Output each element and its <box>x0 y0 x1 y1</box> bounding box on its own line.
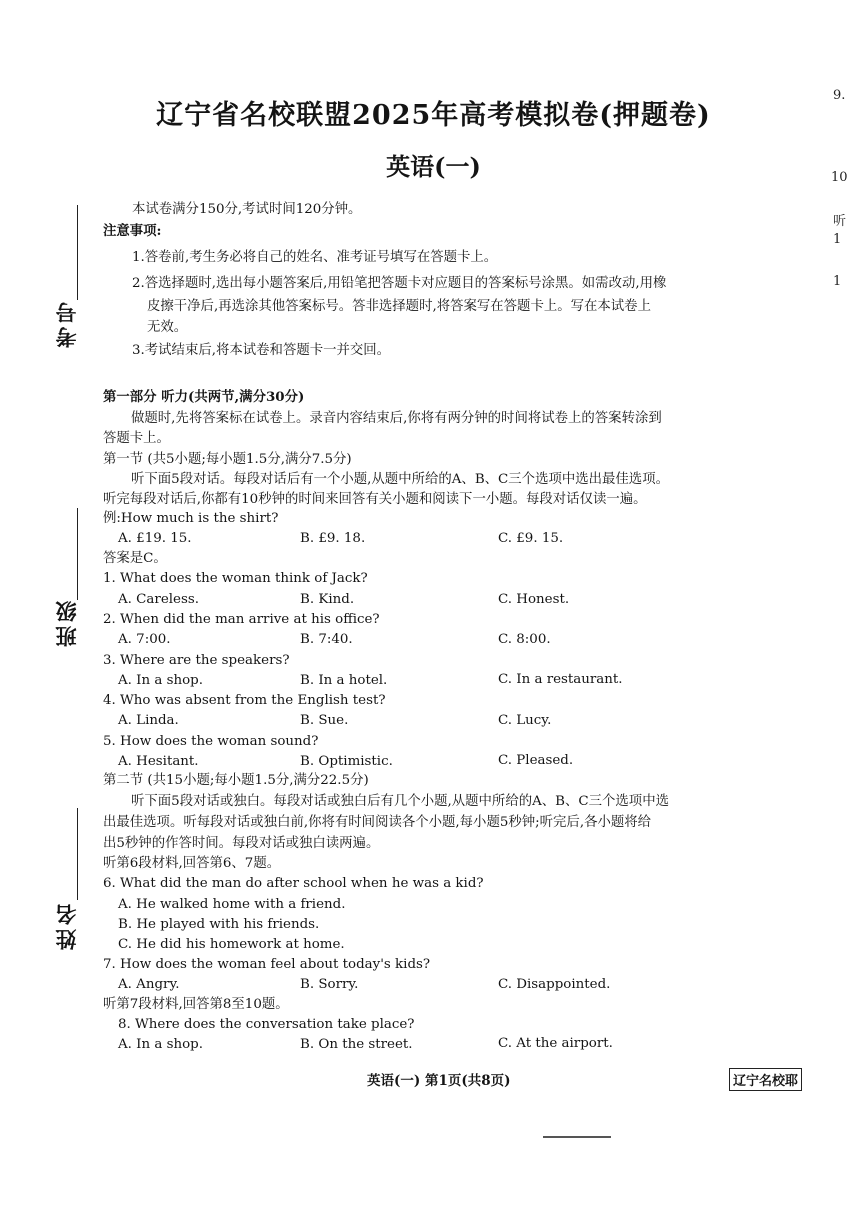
note-1: 1.答卷前,考生务必将自己的姓名、准考证号填写在答题卡上。 <box>132 250 498 265</box>
part1-instruction: 做题时,先将答案标在试卷上。录音内容结束后,你将有两分钟的时间将试卷上的答案转涂到 <box>131 411 662 426</box>
note-2-end: 无效。 <box>147 320 188 335</box>
section2-instruction-end: 出5秒钟的作答时间。每段对话或独白读两遍。 <box>103 836 380 851</box>
edge-mark: 10 <box>831 170 848 185</box>
name-label: 姓名 <box>54 900 79 950</box>
section2-instruction: 听下面5段对话或独白。每段对话或独白后有几个小题,从题中所给的A、B、C三个选项中选 <box>131 794 669 809</box>
page-footer: 英语(一) 第1页(共8页) <box>367 1073 511 1089</box>
option-c: C. 8:00. <box>498 632 551 647</box>
exam-no-label: 考号 <box>54 298 79 348</box>
option-b: B. Sue. <box>300 713 349 728</box>
example-question: 例:How much is the shirt? <box>103 511 279 526</box>
option-a: A. In a shop. <box>118 1037 203 1052</box>
class-line <box>77 508 78 600</box>
question-7: 7. How does the woman feel about today's kids? <box>103 957 431 972</box>
part1-heading: 第一部分 听力(共两节,满分30分) <box>103 389 305 405</box>
edge-mark: 1 <box>833 232 842 247</box>
option-a: A. He walked home with a friend. <box>118 897 346 912</box>
question-3: 3. Where are the speakers? <box>103 653 290 668</box>
option-b: B. Sorry. <box>300 977 359 992</box>
material-6-label: 听第6段材料,回答第6、7题。 <box>103 856 281 871</box>
edge-mark: 9. <box>833 88 846 103</box>
name-line <box>77 808 78 900</box>
section2-instruction-cont: 出最佳选项。听每段对话或独白前,你将有时间阅读各个小题,每小题5秒钟;听完后,各小题将给 <box>103 815 652 830</box>
paper-title: 辽宁省名校联盟2025年高考模拟卷(押题卷) <box>156 100 711 131</box>
option-a: A. 7:00. <box>118 632 171 647</box>
section1-instruction: 听下面5段对话。每段对话后有一个小题,从题中所给的A、B、C三个选项中选出最佳选项。 <box>131 472 669 487</box>
question-4: 4. Who was absent from the English test? <box>103 693 386 708</box>
option-c: C. At the airport. <box>498 1036 613 1051</box>
option-c: C. In a restaurant. <box>498 672 623 687</box>
note-3: 3.考试结束后,将本试卷和答题卡一并交回。 <box>132 343 391 358</box>
note-2-cont: 皮擦干净后,再选涂其他答案标号。答非选择题时,将答案写在答题卡上。写在本试卷上 <box>147 299 651 314</box>
example-option-c: C. £9. 15. <box>498 531 564 546</box>
material-7-label: 听第7段材料,回答第8至10题。 <box>103 997 289 1012</box>
example-option-b: B. £9. 18. <box>300 531 366 546</box>
scan-artifact-line <box>543 1136 611 1138</box>
question-5: 5. How does the woman sound? <box>103 734 319 749</box>
note-2: 2.答选择题时,选出每小题答案后,用铅笔把答题卡对应题目的答案标号涂黑。如需改动,用橡 <box>132 276 667 291</box>
option-b: B. 7:40. <box>300 632 353 647</box>
option-b: B. On the street. <box>300 1037 413 1052</box>
question-8: 8. Where does the conversation take place? <box>118 1017 415 1032</box>
option-b: B. Optimistic. <box>300 754 393 769</box>
exam-no-line <box>77 205 78 300</box>
option-c: C. He did his homework at home. <box>118 937 345 952</box>
option-a: A. Hesitant. <box>118 754 199 769</box>
example-answer: 答案是C。 <box>103 551 167 566</box>
class-label: 班级 <box>54 597 79 647</box>
question-6: 6. What did the man do after school when he was a kid? <box>103 876 484 891</box>
option-b: B. He played with his friends. <box>118 917 320 932</box>
edge-mark: 1 <box>833 274 842 289</box>
option-b: B. In a hotel. <box>300 673 388 688</box>
option-c: C. Pleased. <box>498 753 574 768</box>
paper-subtitle: 英语(一) <box>386 152 481 181</box>
section2-heading: 第二节 (共15小题;每小题1.5分,满分22.5分) <box>103 773 369 788</box>
part1-instruction-cont: 答题卡上。 <box>103 431 170 446</box>
option-c: C. Honest. <box>498 592 570 607</box>
option-a: A. Careless. <box>118 592 199 607</box>
option-c: C. Lucy. <box>498 713 552 728</box>
section1-heading: 第一节 (共5小题;每小题1.5分,满分7.5分) <box>103 452 352 467</box>
edge-mark: 听 <box>833 214 847 229</box>
example-option-a: A. £19. 15. <box>118 531 192 546</box>
notes-heading: 注意事项: <box>103 223 162 239</box>
option-a: A. Angry. <box>118 977 180 992</box>
footer-stamp: 辽宁名校耶 <box>729 1068 802 1091</box>
option-a: A. In a shop. <box>118 673 203 688</box>
option-b: B. Kind. <box>300 592 355 607</box>
question-1: 1. What does the woman think of Jack? <box>103 571 368 586</box>
question-2: 2. When did the man arrive at his office? <box>103 612 380 627</box>
option-a: A. Linda. <box>118 713 179 728</box>
option-c: C. Disappointed. <box>498 977 611 992</box>
intro-line: 本试卷满分150分,考试时间120分钟。 <box>132 202 362 217</box>
section1-instruction-cont: 听完每段对话后,你都有10秒钟的时间来回答有关小题和阅读下一小题。每段对话仅读一遍。 <box>103 492 647 507</box>
